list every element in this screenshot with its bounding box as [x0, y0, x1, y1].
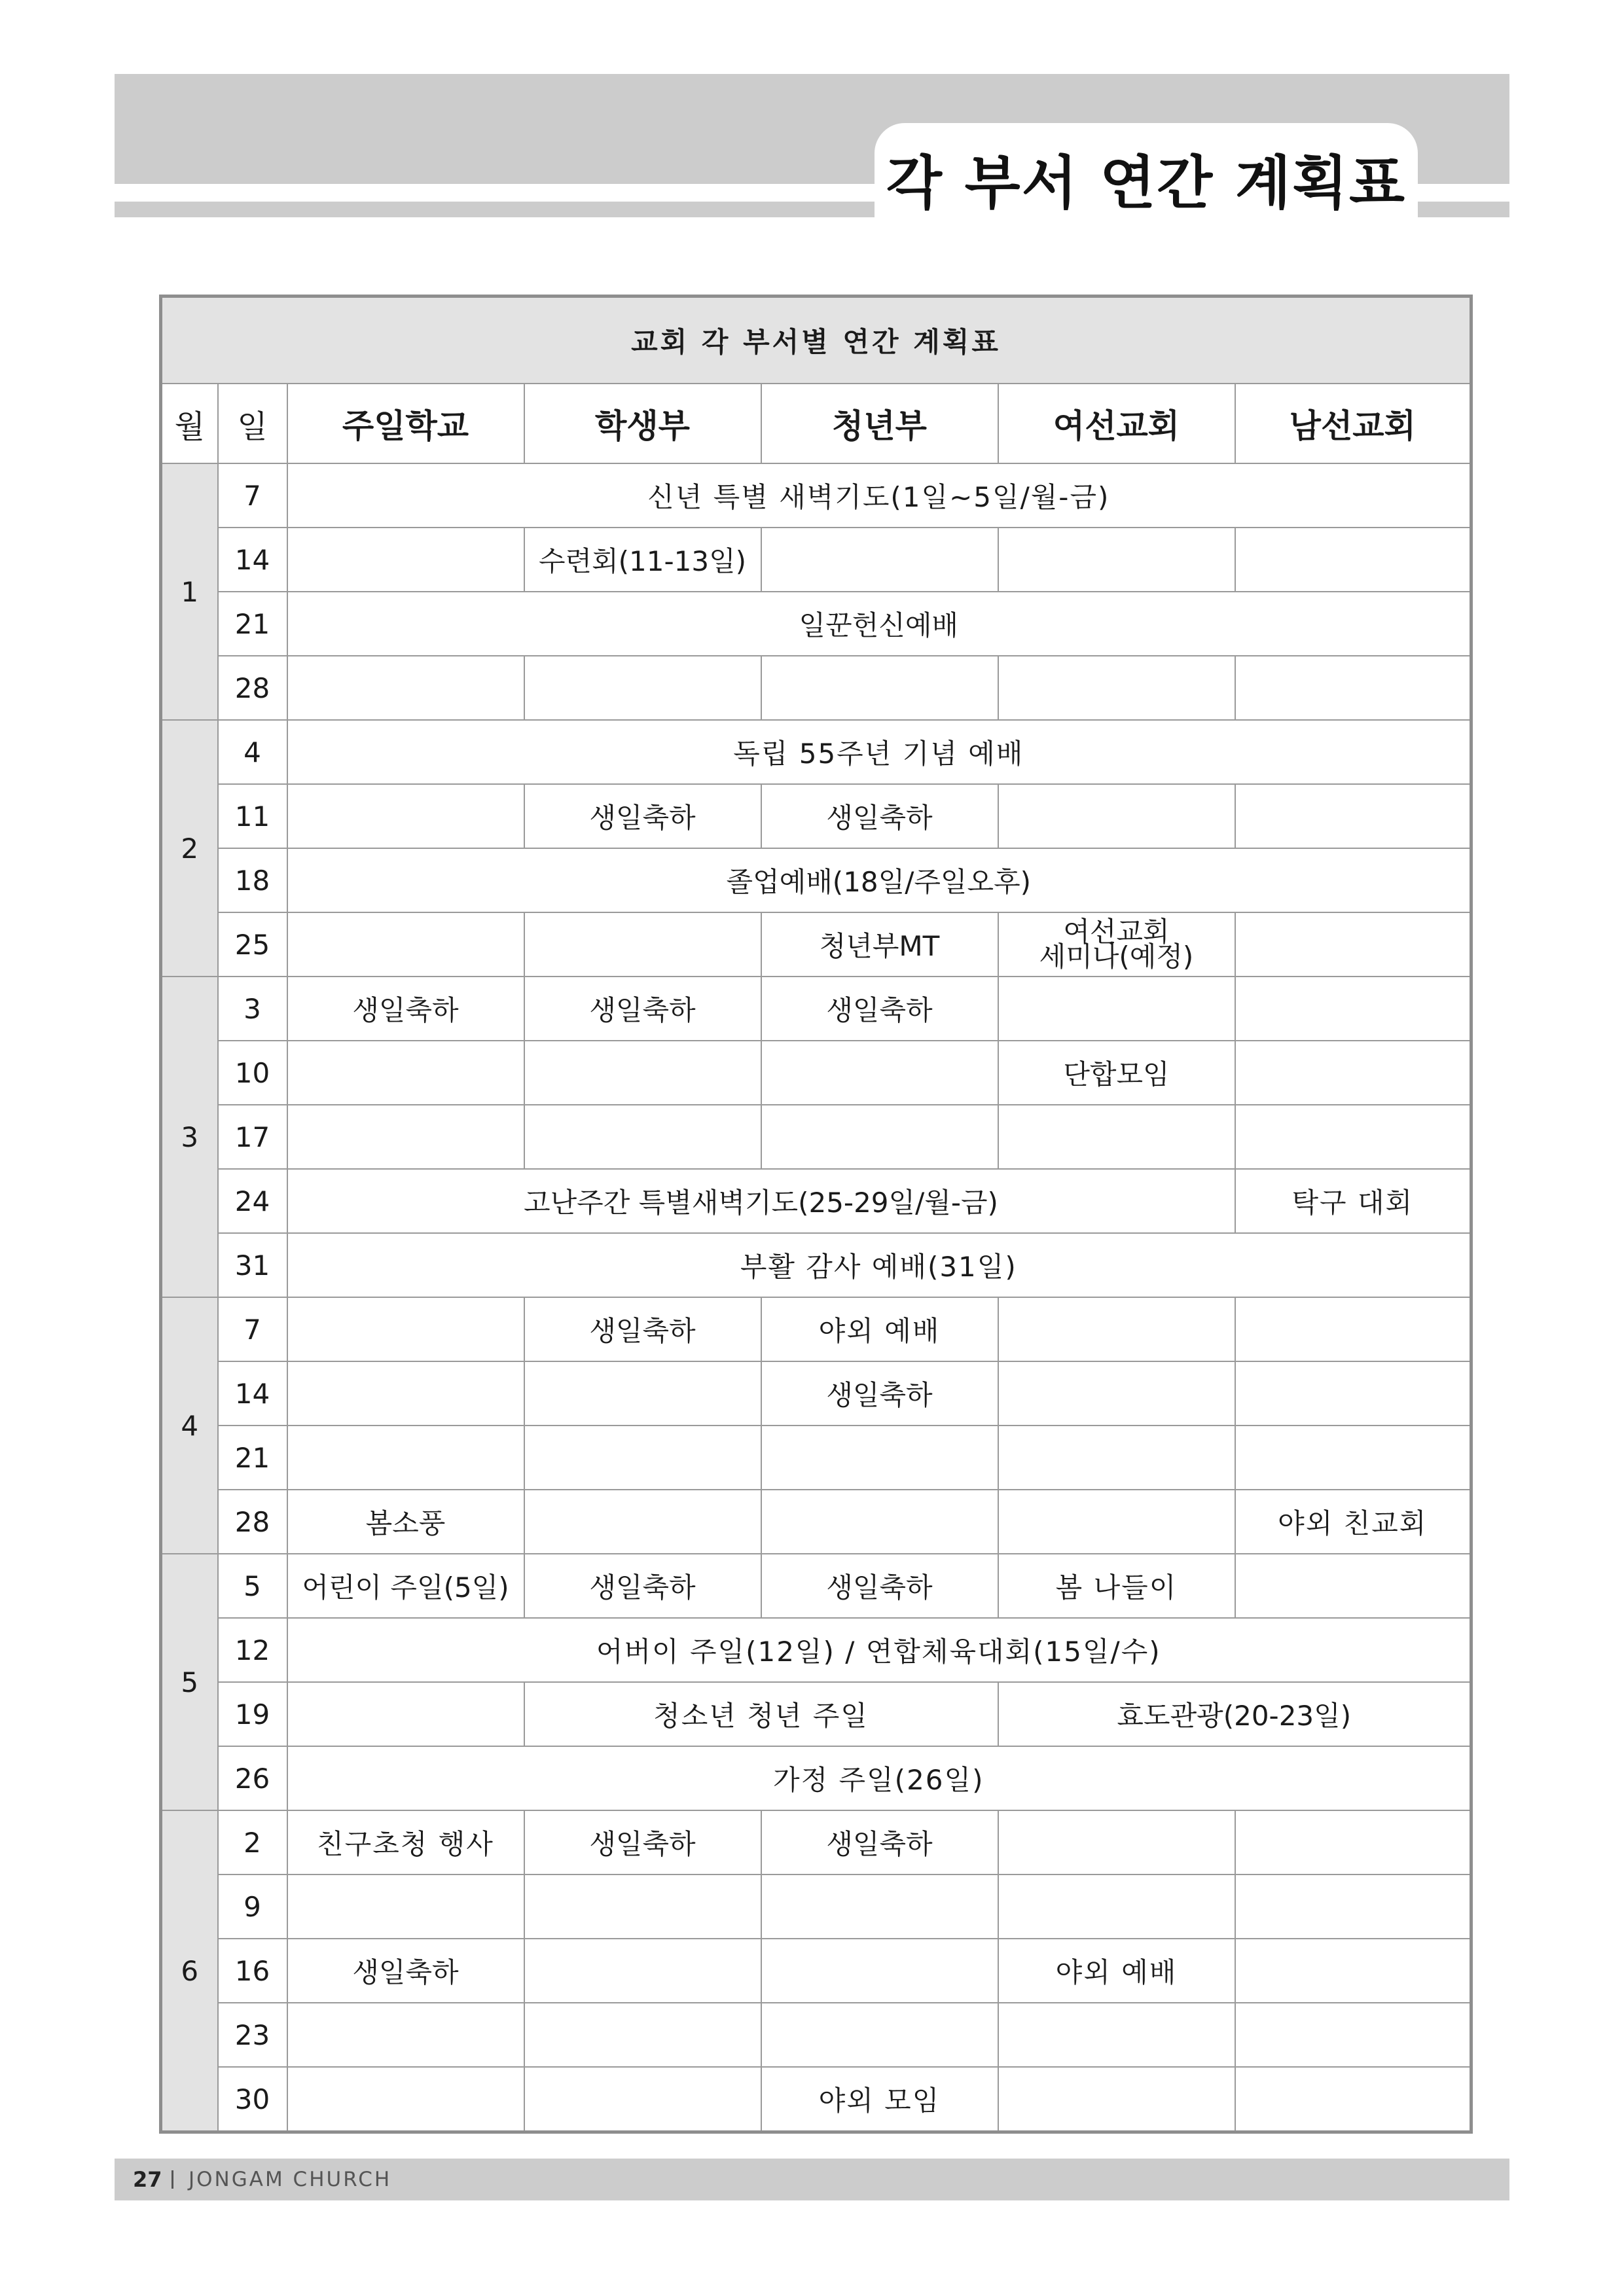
event-cell: 고난주간 특별새벽기도(25-29일/월-금) [287, 1169, 1235, 1233]
empty-cell [1235, 912, 1471, 977]
day-cell: 5 [218, 1554, 287, 1618]
empty-cell [524, 656, 761, 720]
empty-cell [524, 1361, 761, 1426]
column-header-men: 남선교회 [1235, 384, 1471, 463]
event-cell: 생일축하 [761, 977, 998, 1041]
empty-cell [1235, 656, 1471, 720]
event-cell: 생일축하 [761, 1361, 998, 1426]
empty-cell [287, 1105, 524, 1169]
table-row [161, 1618, 1471, 1682]
empty-cell [287, 656, 524, 720]
event-line: 여선교회 [1063, 916, 1170, 948]
empty-cell [998, 1297, 1235, 1361]
empty-cell [287, 1426, 524, 1490]
table-row [161, 1874, 1471, 1939]
table-row [161, 1426, 1471, 1490]
empty-cell [761, 1874, 998, 1939]
column-header-month: 월 [161, 384, 218, 463]
event-cell: 생일축하 [761, 1554, 998, 1618]
day-cell: 7 [218, 1297, 287, 1361]
table-row [161, 1746, 1471, 1810]
event-cell: 탁구 대회 [1235, 1169, 1471, 1233]
event-cell [998, 912, 1235, 977]
event-cell: 청소년 청년 주일 [524, 1682, 998, 1746]
day-cell: 23 [218, 2003, 287, 2067]
event-cell: 부활 감사 예배(31일) [287, 1233, 1471, 1297]
event-cell: 봄 나들이 [998, 1554, 1235, 1618]
empty-cell [998, 528, 1235, 592]
empty-cell [998, 1361, 1235, 1426]
event-cell: 봄소풍 [287, 1490, 524, 1554]
day-cell: 2 [218, 1810, 287, 1874]
table-row [161, 912, 1471, 977]
event-cell: 청년부MT [761, 912, 998, 977]
empty-cell [524, 1490, 761, 1554]
event-cell: 야외 예배 [998, 1939, 1235, 2003]
table-row [161, 1939, 1471, 2003]
empty-cell [524, 2003, 761, 2067]
column-header-row [161, 384, 1471, 463]
event-cell: 생일축하 [524, 1297, 761, 1361]
empty-cell [1235, 1554, 1471, 1618]
event-cell: 수련회(11-13일) [524, 528, 761, 592]
empty-cell [761, 2003, 998, 2067]
table-row [161, 1233, 1471, 1297]
table-row [161, 656, 1471, 720]
day-cell: 16 [218, 1939, 287, 2003]
empty-cell [287, 2003, 524, 2067]
month-cell: 2 [161, 720, 218, 977]
event-cell: 신년 특별 새벽기도(1일~5일/월-금) [287, 463, 1471, 528]
empty-cell [998, 1426, 1235, 1490]
event-cell: 효도관광(20-23일) [998, 1682, 1471, 1746]
empty-cell [524, 1041, 761, 1105]
empty-cell [287, 1682, 524, 1746]
event-cell: 졸업예배(18일/주일오후) [287, 848, 1471, 912]
empty-cell [524, 1874, 761, 1939]
event-cell: 야외 모임 [761, 2067, 998, 2132]
empty-cell [998, 2003, 1235, 2067]
empty-cell [287, 1297, 524, 1361]
table-row [161, 2003, 1471, 2067]
column-header-youth: 청년부 [761, 384, 998, 463]
empty-cell [998, 656, 1235, 720]
month-cell: 1 [161, 463, 218, 720]
month-cell: 5 [161, 1554, 218, 1810]
empty-cell [761, 528, 998, 592]
event-cell: 일꾼헌신예배 [287, 592, 1471, 656]
event-cell: 야외 예배 [761, 1297, 998, 1361]
month-cell: 4 [161, 1297, 218, 1554]
event-cell: 친구초청 행사 [287, 1810, 524, 1874]
table-row [161, 848, 1471, 912]
empty-cell [761, 656, 998, 720]
table-row [161, 1361, 1471, 1426]
table-row [161, 1490, 1471, 1554]
event-cell: 생일축하 [761, 784, 998, 848]
empty-cell [998, 1490, 1235, 1554]
day-cell: 9 [218, 1874, 287, 1939]
event-cell: 생일축하 [524, 1810, 761, 1874]
day-cell: 19 [218, 1682, 287, 1746]
empty-cell [1235, 2067, 1471, 2132]
empty-cell [287, 784, 524, 848]
day-cell: 17 [218, 1105, 287, 1169]
column-header-sunday-school: 주일학교 [287, 384, 524, 463]
empty-cell [1235, 1426, 1471, 1490]
church-name: JONGAM CHURCH [189, 2168, 392, 2191]
empty-cell [1235, 784, 1471, 848]
column-header-women: 여선교회 [998, 384, 1235, 463]
table-row [161, 463, 1471, 528]
empty-cell [287, 1041, 524, 1105]
day-cell: 25 [218, 912, 287, 977]
empty-cell [287, 912, 524, 977]
table-row [161, 720, 1471, 784]
event-cell: 생일축하 [524, 1554, 761, 1618]
empty-cell [998, 977, 1235, 1041]
empty-cell [524, 1939, 761, 2003]
table-row [161, 1105, 1471, 1169]
empty-cell [998, 2067, 1235, 2132]
empty-cell [1235, 1105, 1471, 1169]
table-row [161, 1169, 1471, 1233]
day-cell: 7 [218, 463, 287, 528]
day-cell: 10 [218, 1041, 287, 1105]
empty-cell [287, 528, 524, 592]
event-cell: 생일축하 [761, 1810, 998, 1874]
event-cell: 독립 55주년 기념 예배 [287, 720, 1471, 784]
page-number: 27 [133, 2167, 162, 2192]
empty-cell [1235, 1874, 1471, 1939]
day-cell: 4 [218, 720, 287, 784]
empty-cell [287, 1874, 524, 1939]
day-cell: 30 [218, 2067, 287, 2132]
empty-cell [761, 1041, 998, 1105]
day-cell: 14 [218, 528, 287, 592]
day-cell: 31 [218, 1233, 287, 1297]
empty-cell [998, 1810, 1235, 1874]
table-row [161, 1041, 1471, 1105]
event-cell: 생일축하 [524, 977, 761, 1041]
empty-cell [761, 1426, 998, 1490]
table-row [161, 592, 1471, 656]
table-row [161, 784, 1471, 848]
day-cell: 14 [218, 1361, 287, 1426]
empty-cell [1235, 1810, 1471, 1874]
empty-cell [998, 1874, 1235, 1939]
table-row [161, 2067, 1471, 2132]
empty-cell [1235, 1361, 1471, 1426]
month-cell: 6 [161, 1810, 218, 2132]
day-cell: 24 [218, 1169, 287, 1233]
empty-cell [1235, 2003, 1471, 2067]
day-cell: 26 [218, 1746, 287, 1810]
day-cell: 21 [218, 592, 287, 656]
empty-cell [1235, 1041, 1471, 1105]
empty-cell [998, 784, 1235, 848]
day-cell: 18 [218, 848, 287, 912]
day-cell: 12 [218, 1618, 287, 1682]
empty-cell [761, 1105, 998, 1169]
empty-cell [524, 912, 761, 977]
event-cell: 야외 친교회 [1235, 1490, 1471, 1554]
empty-cell [524, 1105, 761, 1169]
table-row [161, 528, 1471, 592]
day-cell: 21 [218, 1426, 287, 1490]
day-cell: 11 [218, 784, 287, 848]
footer-divider [171, 2170, 173, 2189]
empty-cell [1235, 1297, 1471, 1361]
event-cell: 생일축하 [287, 977, 524, 1041]
table-title: 교회 각 부서별 연간 계획표 [161, 296, 1471, 384]
empty-cell [524, 2067, 761, 2132]
empty-cell [524, 1426, 761, 1490]
empty-cell [1235, 977, 1471, 1041]
page-title: 각 부서 연간 계획표 [886, 149, 1406, 217]
table-row [161, 1554, 1471, 1618]
event-cell: 가정 주일(26일) [287, 1746, 1471, 1810]
event-cell: 단합모임 [998, 1041, 1235, 1105]
table-row [161, 1297, 1471, 1361]
empty-cell [761, 1490, 998, 1554]
empty-cell [287, 1361, 524, 1426]
event-cell: 어린이 주일(5일) [287, 1554, 524, 1618]
empty-cell [998, 1105, 1235, 1169]
event-cell: 생일축하 [524, 784, 761, 848]
event-cell: 생일축하 [287, 1939, 524, 2003]
column-header-day: 일 [218, 384, 287, 463]
table-row [161, 1682, 1471, 1746]
table-row [161, 977, 1471, 1041]
empty-cell [1235, 1939, 1471, 2003]
empty-cell [761, 1939, 998, 2003]
month-cell: 3 [161, 977, 218, 1297]
table-row [161, 1810, 1471, 1874]
empty-cell [1235, 528, 1471, 592]
day-cell: 3 [218, 977, 287, 1041]
annual-plan-table [159, 295, 1473, 2134]
event-cell: 어버이 주일(12일) / 연합체육대회(15일/수) [287, 1618, 1471, 1682]
day-cell: 28 [218, 656, 287, 720]
column-header-students: 학생부 [524, 384, 761, 463]
event-line: 세미나(예정) [1039, 941, 1194, 973]
empty-cell [287, 2067, 524, 2132]
day-cell: 28 [218, 1490, 287, 1554]
